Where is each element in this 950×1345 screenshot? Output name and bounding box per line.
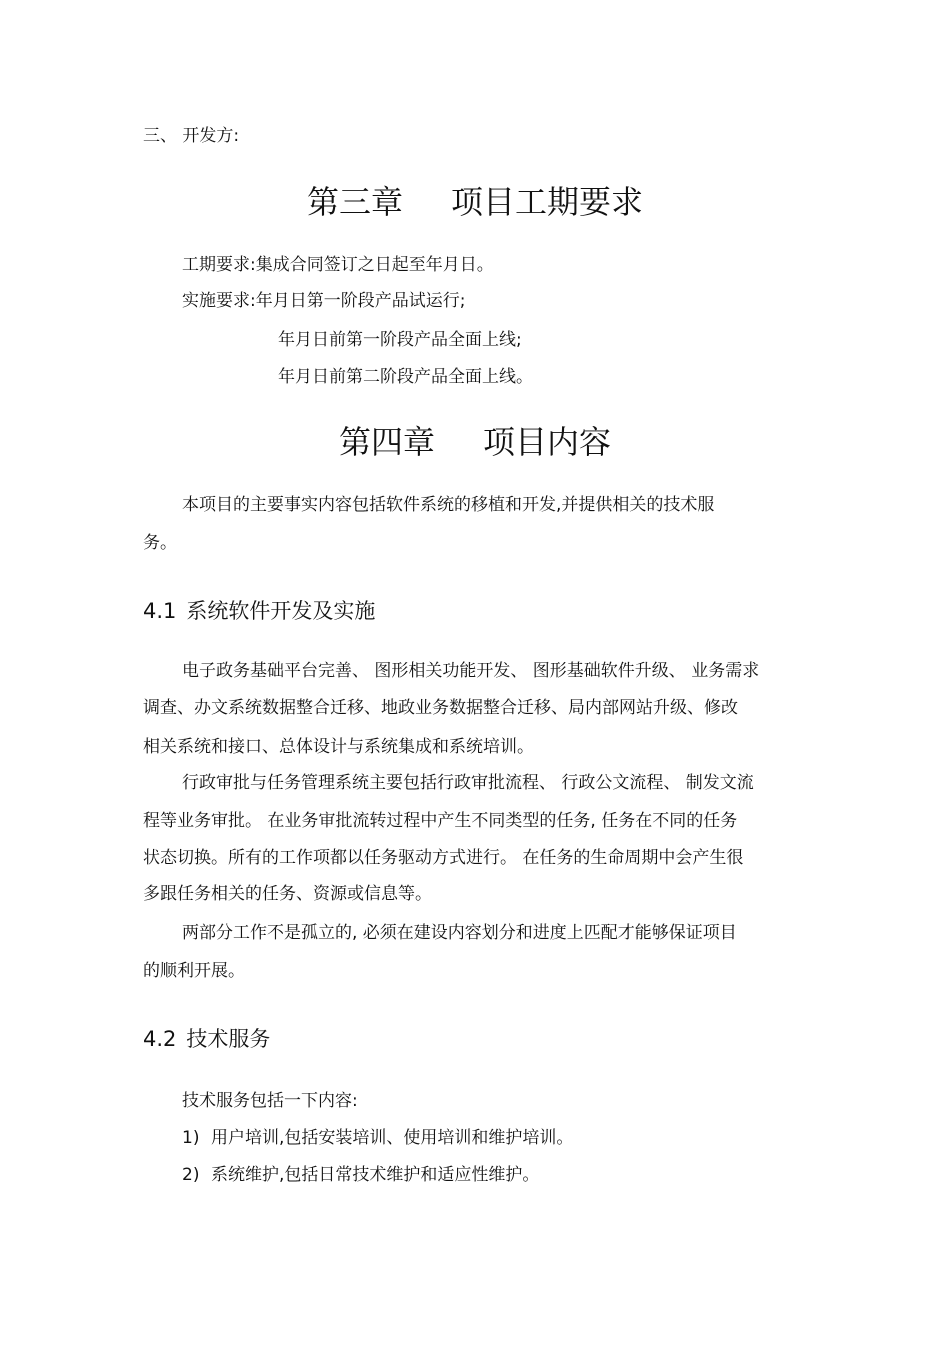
duration-line: 工期要求:集成合同签订之日起至年月日。 [182, 255, 494, 275]
s42-list-item-1 [182, 1127, 573, 1149]
chapter-4-title: 项目内容 [483, 423, 612, 461]
impl-line-3: 年月日前第二阶段产品全面上线。 [278, 367, 533, 387]
chapter-4-heading [0, 422, 950, 462]
section-4-1-heading [143, 597, 375, 625]
list-item-number: 2) [182, 1165, 200, 1185]
list-item-number: 1) [182, 1128, 200, 1148]
s42-list-item-2 [182, 1164, 539, 1186]
s41-p2-line-4: 多跟任务相关的任务、资源或信息等。 [143, 884, 432, 904]
top-line: 三、 开发方: [143, 126, 240, 146]
chapter-4-number: 第四章 [338, 423, 435, 461]
intro-line-1: 本项目的主要事实内容包括软件系统的移植和开发,并提供相关的技术服 [182, 495, 715, 515]
s41-p1-line-1: 电子政务基础平台完善、 图形相关功能开发、 图形基础软件升级、 业务需求 [182, 661, 760, 681]
section-4-2-heading [143, 1025, 270, 1053]
s41-p2-line-3: 状态切换。所有的工作项都以任务驱动方式进行。 在任务的生命周期中会产生很 [143, 848, 744, 868]
s41-p2-line-1: 行政审批与任务管理系统主要包括行政审批流程、 行政公文流程、 制发文流 [182, 773, 754, 793]
impl-line-2: 年月日前第一阶段产品全面上线; [278, 330, 522, 350]
list-item-text: 用户培训,包括安装培训、使用培训和维护培训。 [211, 1128, 574, 1148]
impl-line-1: 实施要求:年月日第一阶段产品试运行; [182, 291, 466, 311]
s41-p3-line-1: 两部分工作不是孤立的, 必须在建设内容划分和进度上匹配才能够保证项目 [182, 923, 737, 943]
section-4-1-title: 系统软件开发及实施 [186, 599, 376, 623]
s41-p1-line-3: 相关系统和接口、总体设计与系统集成和系统培训。 [143, 737, 534, 757]
s41-p1-line-2: 调查、办文系统数据整合迁移、地政业务数据整合迁移、局内部网站升级、修改 [143, 698, 738, 718]
intro-line-2: 务。 [143, 533, 177, 553]
chapter-3-heading [0, 182, 950, 222]
s41-p2-line-2: 程等业务审批。 在业务审批流转过程中产生不同类型的任务, 任务在不同的任务 [143, 811, 738, 831]
section-4-1-number: 4.1 [143, 599, 177, 623]
section-4-2-title: 技术服务 [186, 1027, 271, 1051]
chapter-3-number: 第三章 [306, 183, 403, 221]
chapter-3-title: 项目工期要求 [451, 183, 644, 221]
s42-intro: 技术服务包括一下内容: [182, 1091, 358, 1111]
section-4-2-number: 4.2 [143, 1027, 177, 1051]
s41-p3-line-2: 的顺利开展。 [143, 961, 245, 981]
list-item-text: 系统维护,包括日常技术维护和适应性维护。 [211, 1165, 540, 1185]
